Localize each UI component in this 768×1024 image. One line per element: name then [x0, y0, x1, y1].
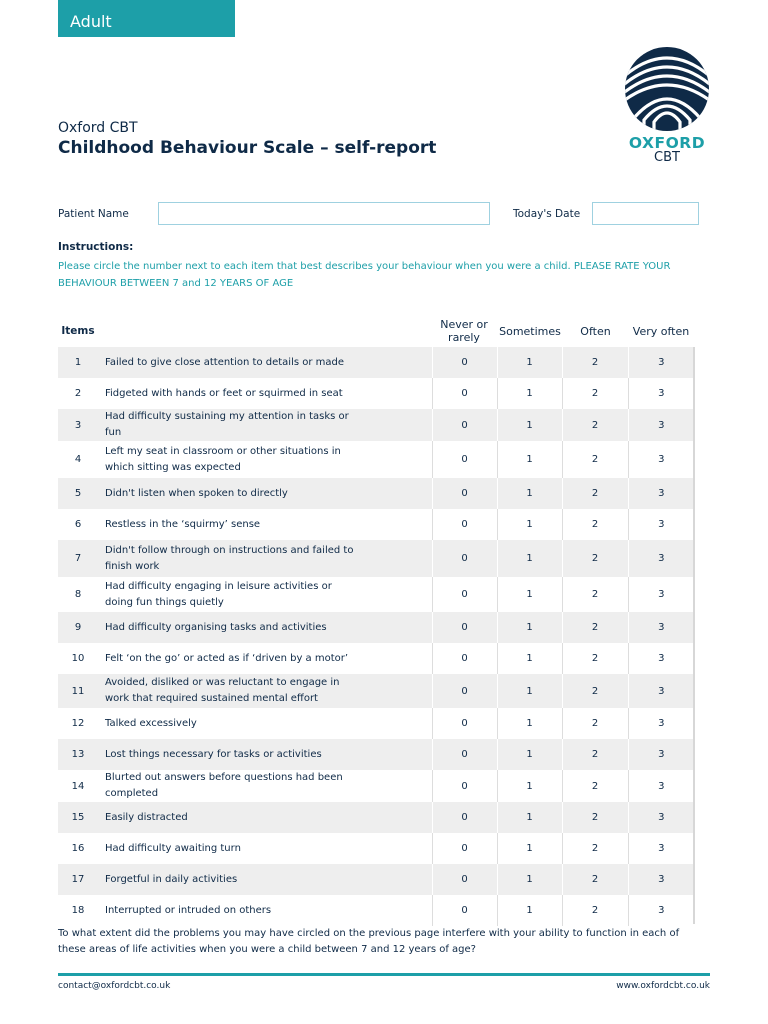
- score-option[interactable]: 3: [628, 864, 694, 895]
- score-option[interactable]: 2: [562, 895, 628, 926]
- score-option[interactable]: 0: [432, 643, 497, 674]
- score-option[interactable]: 3: [628, 739, 694, 770]
- item-text: Didn't listen when spoken to directly: [98, 478, 432, 509]
- score-option[interactable]: 3: [628, 674, 694, 708]
- footer-divider: [58, 973, 710, 976]
- item-text: Didn't follow through on instructions and failed to finish work: [98, 540, 432, 577]
- table-row: [58, 833, 694, 864]
- item-number: 5: [58, 478, 98, 509]
- score-option[interactable]: 2: [562, 708, 628, 739]
- score-option[interactable]: 2: [562, 802, 628, 833]
- score-option[interactable]: 0: [432, 409, 497, 441]
- often-column-header: Often: [580, 325, 611, 338]
- footer-website: www.oxfordcbt.co.uk: [616, 981, 710, 991]
- score-option[interactable]: 1: [497, 708, 562, 739]
- score-option[interactable]: 0: [432, 347, 497, 378]
- table-row: [58, 674, 694, 708]
- instructions-heading: Instructions:: [58, 241, 134, 253]
- score-option[interactable]: 3: [628, 409, 694, 441]
- table-row: [58, 347, 694, 378]
- score-option[interactable]: 3: [628, 895, 694, 926]
- score-option[interactable]: 1: [497, 643, 562, 674]
- item-text: Had difficulty organising tasks and activities: [98, 612, 432, 643]
- item-text: Interrupted or intruded on others: [105, 904, 272, 916]
- score-option[interactable]: 1: [497, 409, 562, 441]
- score-option[interactable]: 3: [628, 708, 694, 739]
- score-option[interactable]: 2: [562, 577, 628, 612]
- page-title: Childhood Behaviour Scale – self-report: [58, 138, 437, 158]
- score-option[interactable]: 0: [432, 441, 497, 478]
- todays-date-field[interactable]: [592, 202, 699, 225]
- never-rarely-column-header: Never or rarely: [440, 318, 488, 344]
- item-number: 2: [74, 388, 82, 399]
- score-option[interactable]: 1: [497, 612, 562, 643]
- score-option[interactable]: 0: [432, 708, 497, 739]
- score-option[interactable]: 0: [432, 577, 497, 612]
- table-row: [58, 378, 694, 409]
- score-option[interactable]: 1: [497, 540, 562, 577]
- oxford-cbt-logo: [624, 46, 710, 165]
- logo-icon: [624, 46, 710, 132]
- score-option[interactable]: 2: [562, 509, 628, 540]
- table-row: [58, 577, 694, 612]
- score-option[interactable]: 3: [628, 770, 694, 802]
- item-number: 17: [58, 864, 98, 895]
- table-row: [58, 895, 694, 926]
- item-text: Fidgeted with hands or feet or squirmed in seat: [105, 387, 343, 399]
- logo-wordmark-oxford: OXFORD: [628, 134, 706, 152]
- table-row: [58, 864, 694, 895]
- score-option[interactable]: 3: [628, 540, 694, 577]
- score-option[interactable]: 3: [628, 378, 694, 409]
- score-option[interactable]: 2: [562, 441, 628, 478]
- table-row: [58, 643, 694, 674]
- item-number: 4: [74, 454, 82, 465]
- score-option[interactable]: 1: [497, 441, 562, 478]
- score-option[interactable]: 3: [628, 347, 694, 378]
- score-option[interactable]: 0: [432, 895, 497, 926]
- score-option[interactable]: 3: [628, 441, 694, 478]
- item-number: 13: [58, 739, 98, 770]
- score-option[interactable]: 2: [562, 612, 628, 643]
- item-text: Lost things necessary for tasks or activities: [98, 739, 432, 770]
- table-row: [58, 612, 694, 643]
- item-number: 10: [71, 653, 85, 664]
- score-option[interactable]: 1: [497, 864, 562, 895]
- score-option[interactable]: 2: [562, 347, 628, 378]
- item-text: Had difficulty engaging in leisure activities or doing fun things quietly: [105, 580, 332, 608]
- item-text: Avoided, disliked or was reluctant to engage in work that required sustained mental effort: [98, 674, 432, 708]
- score-option[interactable]: 2: [562, 770, 628, 802]
- score-option[interactable]: 2: [562, 643, 628, 674]
- patient-name-field[interactable]: [158, 202, 490, 225]
- logo-wordmark-cbt: CBT: [654, 150, 680, 165]
- item-number: 12: [71, 718, 85, 729]
- item-text: Forgetful in daily activities: [98, 864, 432, 895]
- items-column-header: Items: [61, 325, 95, 337]
- score-option[interactable]: 2: [562, 739, 628, 770]
- score-option[interactable]: 0: [432, 864, 497, 895]
- adult-tag: Adult: [58, 0, 235, 37]
- item-number: 11: [58, 674, 98, 708]
- score-option[interactable]: 3: [628, 833, 694, 864]
- organisation-name: Oxford CBT: [58, 120, 138, 136]
- todays-date-label: Today's Date: [513, 208, 581, 220]
- table-row: [58, 802, 694, 833]
- item-text: Easily distracted: [98, 802, 432, 833]
- interference-question: To what extent did the problems you may have circled on the previous page interfere with your ability to function in each of these areas of life activities when you were a child between 7 and 12 years of age?: [58, 928, 680, 955]
- score-option[interactable]: 0: [432, 739, 497, 770]
- item-number: 7: [58, 540, 98, 577]
- item-text: Left my seat in classroom or other situations in which sitting was expected: [105, 445, 341, 473]
- score-option[interactable]: 0: [432, 833, 497, 864]
- score-option[interactable]: 3: [628, 577, 694, 612]
- item-text: Talked excessively: [105, 717, 197, 729]
- score-option[interactable]: 2: [562, 674, 628, 708]
- table-row: [58, 509, 694, 540]
- score-option[interactable]: 0: [432, 509, 497, 540]
- score-option[interactable]: 1: [497, 347, 562, 378]
- score-option[interactable]: 1: [497, 895, 562, 926]
- score-option[interactable]: 1: [497, 802, 562, 833]
- table-row: [58, 708, 694, 739]
- score-option[interactable]: 0: [432, 478, 497, 509]
- item-number: 16: [71, 843, 85, 854]
- item-number: 15: [58, 802, 98, 833]
- score-option[interactable]: 1: [497, 577, 562, 612]
- score-option[interactable]: 3: [628, 802, 694, 833]
- score-option[interactable]: 0: [432, 378, 497, 409]
- table-row: [58, 409, 694, 441]
- score-option[interactable]: 0: [432, 674, 497, 708]
- table-row: [58, 540, 694, 577]
- sometimes-column-header: Sometimes: [499, 325, 561, 338]
- score-option[interactable]: 1: [497, 378, 562, 409]
- score-option[interactable]: 1: [497, 739, 562, 770]
- score-option[interactable]: 1: [497, 478, 562, 509]
- score-option[interactable]: 0: [432, 540, 497, 577]
- score-option[interactable]: 0: [432, 770, 497, 802]
- table-row: [58, 739, 694, 770]
- behaviour-items-table: [58, 347, 694, 926]
- score-option[interactable]: 2: [562, 864, 628, 895]
- score-option[interactable]: 2: [562, 409, 628, 441]
- score-option[interactable]: 0: [432, 612, 497, 643]
- score-option[interactable]: 2: [562, 478, 628, 509]
- item-number: 9: [58, 612, 98, 643]
- item-number: 3: [58, 409, 98, 441]
- score-option[interactable]: 1: [497, 770, 562, 802]
- item-text: Had difficulty sustaining my attention in tasks or fun: [98, 409, 432, 441]
- score-option[interactable]: 3: [628, 509, 694, 540]
- item-text: Had difficulty awaiting turn: [105, 842, 241, 854]
- item-text: Blurted out answers before questions had been completed: [105, 772, 343, 799]
- item-number: 8: [74, 589, 82, 600]
- score-option[interactable]: 2: [562, 540, 628, 577]
- score-option[interactable]: 2: [562, 378, 628, 409]
- table-row: [58, 478, 694, 509]
- very-often-column-header: Very often: [632, 325, 690, 338]
- instructions-text: Please circle the number next to each item that best describes your behaviour when you were a child. PLEASE RATE YOUR BEHAVIOUR BETWEEN 7 and 12 YEARS OF AGE: [58, 261, 671, 289]
- item-text: Felt ‘on the go’ or acted as if ‘driven by a motor’: [105, 652, 349, 664]
- score-option[interactable]: 1: [497, 833, 562, 864]
- score-option[interactable]: 3: [628, 478, 694, 509]
- patient-name-label: Patient Name: [58, 208, 129, 220]
- table-right-border: [693, 347, 695, 924]
- item-text: Restless in the ‘squirmy’ sense: [105, 518, 261, 530]
- item-number: 18: [71, 905, 85, 916]
- footer-email: contact@oxfordcbt.co.uk: [58, 981, 171, 991]
- item-number: 14: [71, 780, 85, 792]
- score-option[interactable]: 2: [562, 833, 628, 864]
- table-row: [58, 441, 694, 478]
- item-number: 6: [74, 519, 82, 530]
- score-option[interactable]: 3: [628, 612, 694, 643]
- item-text: Failed to give close attention to details or made: [98, 347, 432, 378]
- score-option[interactable]: 3: [628, 643, 694, 674]
- item-number: 1: [58, 347, 98, 378]
- score-option[interactable]: 0: [432, 802, 497, 833]
- score-option[interactable]: 1: [497, 509, 562, 540]
- table-row: [58, 770, 694, 802]
- score-option[interactable]: 1: [497, 674, 562, 708]
